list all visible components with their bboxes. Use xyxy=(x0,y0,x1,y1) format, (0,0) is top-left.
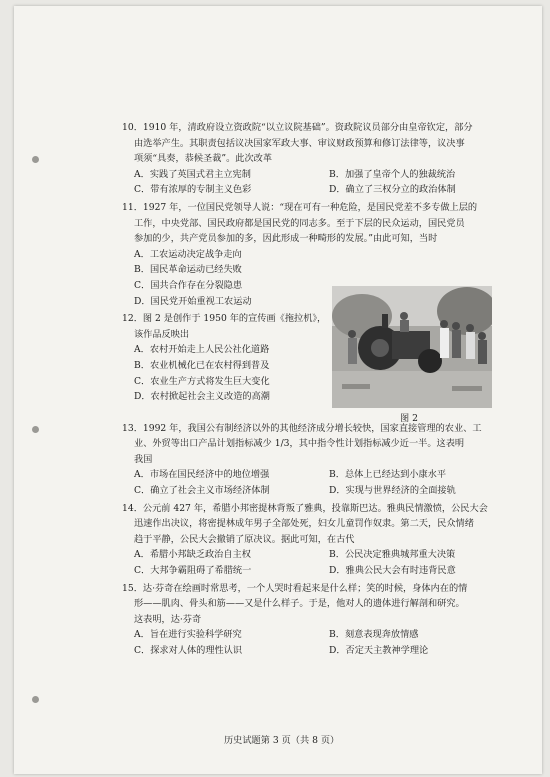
option-c[interactable]: C．带有浓厚的专制主义色彩 xyxy=(134,184,252,196)
page-footer: 历史试题第 3 页（共 8 页） xyxy=(224,735,340,746)
figure-caption: 图 2 xyxy=(400,413,418,424)
question-13-line: 13．1992 年，我国公有制经济以外的其他经济成分增长较快，国家直接管理的农业、工 xyxy=(122,422,482,434)
option-b[interactable]: B．公民决定雅典城邦重大决策 xyxy=(329,549,456,561)
option-d[interactable]: D．确立了三权分立的政治体制 xyxy=(329,184,456,196)
question-14-line: 趋于平静，公民大会撤销了原决议。据此可知，在古代 xyxy=(134,533,355,545)
option-b[interactable]: B．农业机械化已在农村得到普及 xyxy=(134,359,270,371)
question-10-options xyxy=(122,167,512,198)
question-12-line: 该作品反映出 xyxy=(134,328,190,340)
option-b[interactable]: B．刻意表现奔放情感 xyxy=(329,629,419,641)
option-d[interactable]: D．农村掀起社会主义改造的高潮 xyxy=(134,391,270,403)
binding-hole xyxy=(32,156,39,163)
question-13-options xyxy=(122,467,512,498)
option-a[interactable]: A．市场在国民经济中的地位增强 xyxy=(134,469,270,481)
question-15 xyxy=(122,581,512,659)
option-d[interactable]: D．实现与世界经济的全面接轨 xyxy=(329,485,456,497)
question-14-line: 迅速作出决议，将密提林成年男子全部处死，妇女儿童罚作奴隶。第二天，民众情绪 xyxy=(134,518,474,530)
question-12-line: 12．图 2 是创作于 1950 年的宣传画《拖拉机》， xyxy=(122,313,327,325)
option-a[interactable]: A．农村开始走上人民公社化道路 xyxy=(134,344,270,356)
option-d[interactable]: D．雅典公民大会有时违背民意 xyxy=(329,565,456,577)
question-14 xyxy=(122,501,512,579)
question-15-options xyxy=(122,627,512,658)
question-10-line: 由选举产生。其职责包括议决国家军政大事、审议财政预算和修订法律等，议决事 xyxy=(134,137,465,149)
question-15-line: 形——肌肉、骨头和筋——又是什么样子。于是，他对人的遗体进行解剖和研究。 xyxy=(134,598,465,610)
question-14-line: 14．公元前 427 年，希腊小邦密提林背叛了雅典，投靠斯巴达。雅典民情激愤，公民大会 xyxy=(122,502,488,514)
question-11-line: 工作，中央党部、国民政府都是国民党的同志多。至于下层的民众运动，国民党员 xyxy=(134,217,465,229)
question-10 xyxy=(122,120,512,198)
question-10-line: 10．1910 年，清政府设立资政院“以立议院基础”。资政院议员部分由皇帝钦定，部分 xyxy=(122,122,473,133)
option-b[interactable]: B．总体上已经达到小康水平 xyxy=(329,469,447,481)
option-d[interactable]: D．国民党开始重视工农运动 xyxy=(134,295,252,307)
option-a[interactable]: A．希腊小邦缺乏政治自主权 xyxy=(134,549,251,561)
question-15-line: 15．达·芬奇在绘画时常思考，一个人哭时看起来是什么样；笑的时候，身体内在的情 xyxy=(122,582,468,594)
option-a[interactable]: A．实践了英国式君主立宪制 xyxy=(134,168,251,180)
option-c[interactable]: C．大邦争霸阻碍了希腊统一 xyxy=(134,565,252,577)
tractor-painting-illustration xyxy=(332,286,492,408)
option-a[interactable]: A．工农运动决定战争走向 xyxy=(134,248,242,260)
binding-hole xyxy=(32,426,39,433)
tractor-painting-image xyxy=(332,286,492,408)
option-c[interactable]: C．农业生产方式将发生巨大变化 xyxy=(134,375,270,387)
option-a[interactable]: A．旨在进行实验科学研究 xyxy=(134,629,242,641)
question-13-line: 我国 xyxy=(134,453,153,465)
question-11-line: 参加的少，共产党员参加的多，因此形成一种畸形的发展。”由此可知，当时 xyxy=(134,233,438,245)
question-15-line: 这表明，达·芬奇 xyxy=(134,613,202,625)
option-d[interactable]: D．否定天主教神学理论 xyxy=(329,645,429,656)
question-14-options xyxy=(122,547,512,578)
question-10-line: 项须“具奏，恭候圣裁”。此次改革 xyxy=(134,153,273,165)
binding-hole xyxy=(32,696,39,703)
option-c[interactable]: C．探求对人体的理性认识 xyxy=(134,645,243,656)
question-13 xyxy=(122,421,512,499)
question-11-line: 11．1927 年，一位国民党领导人说：“现在可有一种危险，是国民党差不多专做上层的 xyxy=(122,201,478,213)
question-13-line: 业、外贸等出口产品计划指标减少 1/3，其中指令性计划指标减少近一半。这表明 xyxy=(134,438,465,450)
option-b[interactable]: B．国民革命运动已经失败 xyxy=(134,264,242,276)
option-c[interactable]: C．国共合作存在分裂隐患 xyxy=(134,279,243,291)
option-c[interactable]: C．确立了社会主义市场经济体制 xyxy=(134,485,270,497)
exam-page xyxy=(14,6,542,774)
option-b[interactable]: B．加强了皇帝个人的独裁统治 xyxy=(329,168,456,180)
